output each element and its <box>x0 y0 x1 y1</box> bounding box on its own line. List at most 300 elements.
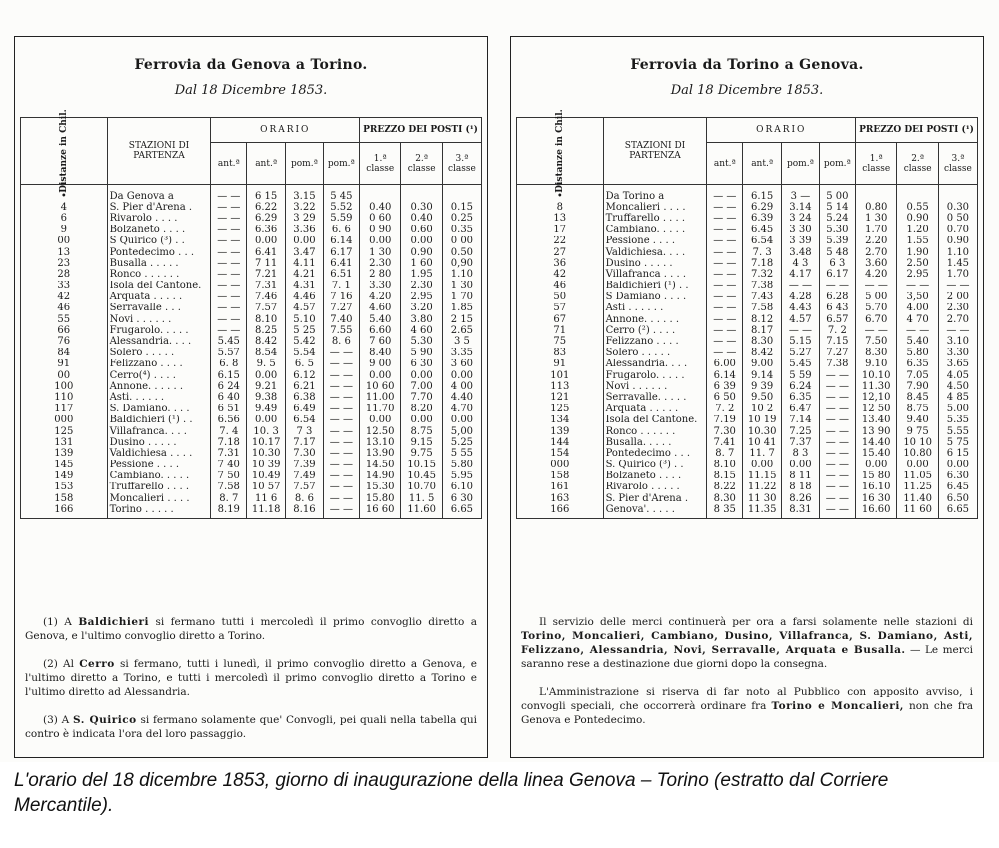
time-cell: 0.00 <box>247 415 286 426</box>
time-cell: 7.41 <box>707 437 743 448</box>
table-row <box>21 460 482 471</box>
price-cell: 0 00 <box>442 236 481 247</box>
distance-cell: 139 <box>21 448 108 459</box>
price-cell: 0.90 <box>938 236 977 247</box>
header-classe-3: 3.ª classe <box>938 143 977 185</box>
table-row <box>21 314 482 325</box>
table-row <box>21 348 482 359</box>
table-row <box>21 336 482 347</box>
time-cell: — — <box>707 185 743 203</box>
table-row <box>517 381 978 392</box>
price-cell: 11.30 <box>856 381 897 392</box>
time-cell: 7 50 <box>211 471 247 482</box>
time-cell: 5.30 <box>819 225 855 236</box>
price-cell: — — <box>938 281 977 292</box>
station-cell: Solero . . . . . <box>603 348 707 359</box>
time-cell: 8. 6 <box>286 493 324 504</box>
time-cell: 4.28 <box>782 292 820 303</box>
table-row <box>517 325 978 336</box>
footnote <box>521 685 973 727</box>
time-cell: 4.57 <box>286 303 324 314</box>
time-cell: — — <box>211 202 247 213</box>
distance-cell: 000 <box>517 460 604 471</box>
time-cell: 3 — <box>782 185 820 203</box>
price-cell: 1.10 <box>442 269 481 280</box>
table-row <box>21 269 482 280</box>
time-cell: 7.27 <box>819 348 855 359</box>
time-cell: 5.59 <box>323 213 359 224</box>
station-cell: Serravalle . . . <box>107 303 211 314</box>
price-cell: — — <box>897 325 938 336</box>
price-cell: 2.65 <box>442 325 481 336</box>
station-cell: Busalla. . . . . <box>603 437 707 448</box>
time-cell: — — <box>707 236 743 247</box>
time-cell: 6 40 <box>211 392 247 403</box>
time-cell: 6.49 <box>286 404 324 415</box>
timetable-body <box>517 185 978 519</box>
time-cell: 5 59 <box>782 370 820 381</box>
distance-cell: 154 <box>517 448 604 459</box>
price-cell: 5,00 <box>442 426 481 437</box>
price-cell: 3,50 <box>897 292 938 303</box>
header-distanze: Distanze in Chil. <box>517 118 604 185</box>
station-cell: Cambiano. . . . . <box>603 225 707 236</box>
footnote-emphasis: Cerro <box>79 658 115 670</box>
station-cell: Alessandria. . . . <box>107 336 211 347</box>
time-cell: 6.54 <box>286 415 324 426</box>
footnote-emphasis: Baldichieri <box>78 616 150 628</box>
distance-cell: 166 <box>517 504 604 519</box>
time-cell: 5.45 <box>782 359 820 370</box>
time-cell: 11.18 <box>247 504 286 519</box>
table-row <box>21 303 482 314</box>
station-cell: Frugarolo. . . . . <box>107 325 211 336</box>
time-cell: 6 24 <box>211 381 247 392</box>
distance-cell: 17 <box>517 225 604 236</box>
time-cell: — — <box>211 325 247 336</box>
price-cell: 9.10 <box>856 359 897 370</box>
price-cell: 3.10 <box>938 336 977 347</box>
station-cell: Torino . . . . . <box>107 504 211 519</box>
table-row <box>21 493 482 504</box>
panel-date: Dal 18 Dicembre 1853. <box>174 83 328 98</box>
price-cell: 0.00 <box>401 370 442 381</box>
price-cell: 16.10 <box>856 482 897 493</box>
price-cell: 15.40 <box>856 448 897 459</box>
distance-cell: 163 <box>517 493 604 504</box>
distance-cell: 125 <box>517 404 604 415</box>
time-cell: 9.38 <box>247 392 286 403</box>
price-cell: 0.00 <box>442 415 481 426</box>
price-cell: 8.75 <box>401 426 442 437</box>
price-cell: 4.20 <box>360 292 401 303</box>
price-cell: 4 85 <box>938 392 977 403</box>
station-cell: Bolzaneto . . . . <box>107 225 211 236</box>
time-cell: — — <box>707 314 743 325</box>
distance-cell: 110 <box>21 392 108 403</box>
header-prezzo: PREZZO DEI POSTI (¹) <box>856 118 978 143</box>
price-cell: 11 60 <box>897 504 938 519</box>
price-cell: — — <box>856 325 897 336</box>
station-cell: Rivarolo . . . . <box>107 213 211 224</box>
time-cell: 5.42 <box>286 336 324 347</box>
price-cell: 16 60 <box>360 504 401 519</box>
price-cell: 8.20 <box>401 404 442 415</box>
time-cell: 7 3 <box>286 426 324 437</box>
price-cell: 0.15 <box>442 202 481 213</box>
price-cell: 5.00 <box>938 404 977 415</box>
header-ant: ant.ª <box>247 143 286 185</box>
station-cell: Moncalieri . . . . <box>603 202 707 213</box>
time-cell: 6.56 <box>211 415 247 426</box>
time-cell: 7.25 <box>782 426 820 437</box>
station-cell: Dusino . . . . . <box>603 258 707 269</box>
time-cell: 7.38 <box>819 359 855 370</box>
price-cell: 5.55 <box>938 426 977 437</box>
price-cell: 10.45 <box>401 471 442 482</box>
price-cell: 0.00 <box>897 460 938 471</box>
distance-cell: 13 <box>517 213 604 224</box>
distance-cell: 100 <box>21 381 108 392</box>
price-cell: 0.00 <box>938 460 977 471</box>
time-cell: 7.31 <box>247 281 286 292</box>
table-row <box>21 258 482 269</box>
time-cell: — — <box>707 258 743 269</box>
time-cell: 8. 7 <box>211 493 247 504</box>
time-cell: 7.15 <box>819 336 855 347</box>
time-cell: — — <box>819 437 855 448</box>
distance-cell: 145 <box>21 460 108 471</box>
price-cell: 6.50 <box>938 493 977 504</box>
price-cell: 0.70 <box>938 225 977 236</box>
station-cell: Baldichieri (¹) . . <box>107 415 211 426</box>
price-cell <box>897 185 938 203</box>
time-cell: 10.49 <box>247 471 286 482</box>
distance-cell: 134 <box>517 415 604 426</box>
time-cell: 6.39 <box>743 213 782 224</box>
station-cell: Valdichiesa . . . . <box>107 448 211 459</box>
header-pom: pom.ª <box>286 143 324 185</box>
time-cell: 11 6 <box>247 493 286 504</box>
time-cell: — — <box>782 325 820 336</box>
time-cell: 6.00 <box>707 359 743 370</box>
time-cell: 11 30 <box>743 493 782 504</box>
price-cell: 0.00 <box>360 370 401 381</box>
station-cell: Truffarello . . . . <box>107 482 211 493</box>
footnote-text: (3) A <box>43 714 74 726</box>
price-cell: — — <box>938 325 977 336</box>
timetable-body <box>21 185 482 519</box>
footnote-emphasis: S. Quirico <box>73 714 137 726</box>
price-cell: 14.90 <box>360 471 401 482</box>
time-cell: 3 29 <box>286 213 324 224</box>
distance-cell: 4 <box>21 202 108 213</box>
price-cell: 10.15 <box>401 460 442 471</box>
distance-cell: 161 <box>517 482 604 493</box>
price-cell: 0.00 <box>856 460 897 471</box>
station-cell: Arquata . . . . . <box>107 292 211 303</box>
time-cell: 8.16 <box>286 504 324 519</box>
price-cell: 8.75 <box>897 404 938 415</box>
distance-cell: 00 <box>21 236 108 247</box>
time-cell: 6 15 <box>247 185 286 203</box>
time-cell: — — <box>211 281 247 292</box>
header-classe-1: 1.ª classe <box>856 143 897 185</box>
price-cell: 4 60 <box>401 325 442 336</box>
time-cell: 4.17 <box>782 269 820 280</box>
time-cell: — — <box>707 303 743 314</box>
station-cell: Busalla . . . . . <box>107 258 211 269</box>
time-cell: 5.45 <box>211 336 247 347</box>
price-cell: 1.45 <box>938 258 977 269</box>
price-cell: 4.20 <box>856 269 897 280</box>
time-cell: 6 50 <box>707 392 743 403</box>
station-cell: Villafranca. . . . <box>107 426 211 437</box>
price-cell: 1 30 <box>360 247 401 258</box>
distance-cell: 50 <box>517 292 604 303</box>
header-orario: ORARIO <box>211 118 360 143</box>
footnotes <box>521 615 973 741</box>
time-cell: — — <box>819 448 855 459</box>
time-cell: 7.38 <box>743 281 782 292</box>
header-pom: pom.ª <box>782 143 820 185</box>
time-cell: 5.54 <box>286 348 324 359</box>
price-cell: 9 75 <box>897 426 938 437</box>
footnote-text: (2) Al <box>43 658 80 670</box>
time-cell: 10 39 <box>247 460 286 471</box>
price-cell: 6.35 <box>897 359 938 370</box>
table-row <box>517 426 978 437</box>
distance-cell: 91 <box>517 359 604 370</box>
price-cell: 4.50 <box>938 381 977 392</box>
time-cell: 6.36 <box>247 225 286 236</box>
station-cell: Dusino . . . . . <box>107 437 211 448</box>
station-cell: S. Quirico (³) . . <box>603 460 707 471</box>
price-cell: — — <box>856 281 897 292</box>
time-cell: 4.11 <box>286 258 324 269</box>
time-cell: 9.49 <box>247 404 286 415</box>
distance-cell: 66 <box>21 325 108 336</box>
table-row <box>21 426 482 437</box>
price-cell: 4.60 <box>360 303 401 314</box>
time-cell: 6.41 <box>247 247 286 258</box>
table-row <box>517 392 978 403</box>
distance-cell: 000 <box>21 415 108 426</box>
price-cell: 3.80 <box>401 314 442 325</box>
station-cell: Arquata . . . . . <box>603 404 707 415</box>
distance-cell: 55 <box>21 314 108 325</box>
footnote-emphasis: Torino e Moncalieri, <box>771 700 904 712</box>
table-row <box>21 381 482 392</box>
time-cell: 3.22 <box>286 202 324 213</box>
table-row <box>21 404 482 415</box>
station-cell: Isola del Cantone. <box>603 415 707 426</box>
time-cell: 9.50 <box>743 392 782 403</box>
station-cell: Annone. . . . . . <box>603 314 707 325</box>
price-cell <box>938 185 977 203</box>
time-cell: 3.48 <box>782 247 820 258</box>
price-cell: 6.30 <box>938 471 977 482</box>
price-cell: 0.55 <box>897 202 938 213</box>
time-cell: 11.22 <box>743 482 782 493</box>
price-cell: 7.70 <box>401 392 442 403</box>
price-cell: 3.65 <box>938 359 977 370</box>
price-cell: 1.70 <box>938 269 977 280</box>
time-cell: 5.15 <box>782 336 820 347</box>
time-cell: 6.22 <box>247 202 286 213</box>
time-cell: — — <box>323 392 359 403</box>
station-cell: Pessione . . . . <box>107 460 211 471</box>
time-cell: 3 30 <box>782 225 820 236</box>
time-cell: 8.42 <box>247 336 286 347</box>
time-cell: — — <box>323 437 359 448</box>
price-cell: 2.50 <box>897 258 938 269</box>
time-cell: 7.17 <box>286 437 324 448</box>
time-cell: — — <box>707 225 743 236</box>
time-cell: — — <box>819 493 855 504</box>
time-cell: 0.00 <box>286 236 324 247</box>
price-cell <box>856 185 897 203</box>
time-cell: — — <box>819 460 855 471</box>
price-cell: 14.50 <box>360 460 401 471</box>
price-cell: 2.70 <box>856 247 897 258</box>
distance-cell: 121 <box>517 392 604 403</box>
price-cell: 4 00 <box>442 381 481 392</box>
time-cell: 0.00 <box>247 236 286 247</box>
price-cell: 11.70 <box>360 404 401 415</box>
time-cell: 7.18 <box>743 258 782 269</box>
time-cell: 10 57 <box>247 482 286 493</box>
price-cell: 9.15 <box>401 437 442 448</box>
header-classe-2: 2.ª classe <box>401 143 442 185</box>
table-row <box>517 448 978 459</box>
price-cell: 1 60 <box>401 258 442 269</box>
station-cell: Asti. . . . . . <box>107 392 211 403</box>
price-cell: 0.40 <box>360 202 401 213</box>
time-cell: — — <box>211 185 247 203</box>
time-cell: — — <box>211 225 247 236</box>
price-cell: 5 75 <box>938 437 977 448</box>
station-cell: Moncalieri . . . . <box>107 493 211 504</box>
distance-cell: 71 <box>517 325 604 336</box>
table-row <box>21 281 482 292</box>
price-cell: 0.40 <box>401 213 442 224</box>
time-cell: 7.49 <box>286 471 324 482</box>
price-cell: 6 30 <box>401 359 442 370</box>
time-cell: 0.00 <box>743 460 782 471</box>
table-row <box>21 359 482 370</box>
time-cell: 4.57 <box>782 314 820 325</box>
price-cell: 0.35 <box>442 225 481 236</box>
time-cell: 7.32 <box>743 269 782 280</box>
time-cell: 3 24 <box>782 213 820 224</box>
price-cell: 13.40 <box>856 415 897 426</box>
distance-cell: 67 <box>517 314 604 325</box>
price-cell: 6.70 <box>856 314 897 325</box>
table-row <box>21 213 482 224</box>
station-cell: Pontedecimo . . . <box>603 448 707 459</box>
time-cell: 6.57 <box>819 314 855 325</box>
station-cell: Isola del Cantone. <box>107 281 211 292</box>
time-cell: 7.37 <box>782 437 820 448</box>
price-cell: 0 90 <box>360 225 401 236</box>
price-cell: 10.70 <box>401 482 442 493</box>
time-cell: 10.30 <box>247 448 286 459</box>
station-cell: Frugarolo. . . . . <box>603 370 707 381</box>
table-row <box>517 370 978 381</box>
footnote-text: si fermano, tutti i lunedì, il primo convoglio diretto a Genova, e l'ultimo diretto a Torino, e tutti i mercoledì il primo convoglio diretto a Torino e l'ultimo diretto ad Alessandria. <box>25 658 477 698</box>
distance-cell: 158 <box>517 471 604 482</box>
time-cell: 8.12 <box>743 314 782 325</box>
time-cell: 5.27 <box>782 348 820 359</box>
table-row <box>21 247 482 258</box>
time-cell: 6.17 <box>323 247 359 258</box>
station-cell: Novi . . . . . . <box>107 314 211 325</box>
header-classe-3: 3.ª classe <box>442 143 481 185</box>
distance-cell: 139 <box>517 426 604 437</box>
time-cell: — — <box>323 493 359 504</box>
time-cell: — — <box>211 314 247 325</box>
time-cell: 7.46 <box>247 292 286 303</box>
station-cell: S. Pier d'Arena . <box>603 493 707 504</box>
price-cell: 2.30 <box>360 258 401 269</box>
distance-cell: 57 <box>517 303 604 314</box>
table-row <box>21 392 482 403</box>
station-cell: Cambiano. . . . . <box>107 471 211 482</box>
time-cell: 10 2 <box>743 404 782 415</box>
time-cell: 6.17 <box>819 269 855 280</box>
time-cell: 6.41 <box>323 258 359 269</box>
time-cell: 4.46 <box>286 292 324 303</box>
distance-cell: 153 <box>21 482 108 493</box>
price-cell: 0.30 <box>938 202 977 213</box>
time-cell: 7.18 <box>211 437 247 448</box>
time-cell: — — <box>211 292 247 303</box>
time-cell: — — <box>707 213 743 224</box>
time-cell: 6.24 <box>782 381 820 392</box>
time-cell: 7.19 <box>707 415 743 426</box>
time-cell: 7.55 <box>323 325 359 336</box>
price-cell: 5 90 <box>401 348 442 359</box>
time-cell: 7.14 <box>782 415 820 426</box>
time-cell: — — <box>707 292 743 303</box>
time-cell: 5 00 <box>819 185 855 203</box>
distance-cell: 33 <box>21 281 108 292</box>
station-cell: Felizzano . . . . <box>107 359 211 370</box>
time-cell: 10.17 <box>247 437 286 448</box>
price-cell: — — <box>897 281 938 292</box>
time-cell: — — <box>211 303 247 314</box>
price-cell: 0.00 <box>401 236 442 247</box>
footnote <box>25 713 477 741</box>
price-cell: 8.40 <box>360 348 401 359</box>
price-cell: 10 10 <box>897 437 938 448</box>
time-cell: — — <box>707 348 743 359</box>
time-cell: 6 39 <box>707 381 743 392</box>
price-cell: 1.95 <box>401 269 442 280</box>
distance-cell: 113 <box>517 381 604 392</box>
table-row <box>21 236 482 247</box>
time-cell: — — <box>819 426 855 437</box>
time-cell: — — <box>707 202 743 213</box>
time-cell: 7. 3 <box>743 247 782 258</box>
distance-cell: 22 <box>517 236 604 247</box>
time-cell: 6.35 <box>782 392 820 403</box>
table-row <box>21 325 482 336</box>
price-cell: 13.90 <box>360 448 401 459</box>
price-cell: 6 15 <box>938 448 977 459</box>
time-cell: — — <box>819 404 855 415</box>
